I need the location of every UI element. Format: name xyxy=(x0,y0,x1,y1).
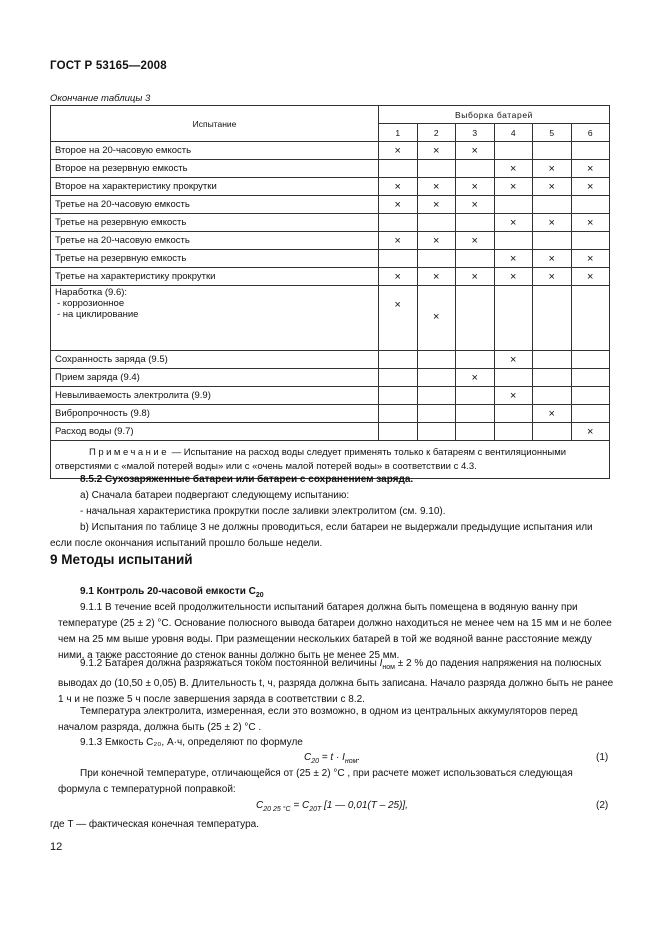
sample-number-4: 4 xyxy=(494,124,533,142)
sample-cell-1 xyxy=(379,214,418,232)
sample-cell-3: × xyxy=(456,268,495,286)
col-header-samples: Выборка батарей xyxy=(379,106,610,124)
sample-cell-2 xyxy=(417,423,456,441)
table-row xyxy=(51,405,610,423)
wear-sub-2: - на циклирование xyxy=(57,309,139,320)
item-b: b) Испытания по таблице 3 не должны проводиться, если батареи не выдержали предыдущие испытания или если после окончания испытаний прошло больше недели. xyxy=(50,522,593,549)
table-3 xyxy=(50,105,610,479)
sample-cell-1: × xyxy=(379,178,418,196)
sample-cell-4: × xyxy=(494,214,533,232)
sample-cell-3 xyxy=(456,214,495,232)
document-header: ГОСТ Р 53165—2008 xyxy=(50,60,167,72)
col-header-test: Испытание xyxy=(51,106,379,142)
sample-cell-3 xyxy=(456,286,495,351)
sample-cell-2: × xyxy=(417,196,456,214)
sample-cell-3 xyxy=(456,250,495,268)
table-row xyxy=(51,160,610,178)
sample-cell-1 xyxy=(379,369,418,387)
sample-cell-6 xyxy=(571,232,610,250)
sample-cell-6 xyxy=(571,142,610,160)
row-label: Невыливаемость электролита (9.9) xyxy=(51,387,379,405)
row-label: Третье на 20-часовую емкость xyxy=(51,196,379,214)
row-label: Третье на 20-часовую емкость xyxy=(51,232,379,250)
sample-cell-4: × xyxy=(494,387,533,405)
page-number: 12 xyxy=(50,841,63,853)
row-label: Второе на резервную емкость xyxy=(51,160,379,178)
sample-cell-6 xyxy=(571,351,610,369)
para-temperature: Температура электролита, измеренная, если это возможно, в одном из центральных аккумуляторов перед началом разряда, должна быть (25 ± 2) °С . xyxy=(58,706,578,733)
f2-lhs-sub: 20 25 °С xyxy=(263,806,291,813)
sample-cell-5: × xyxy=(533,214,572,232)
row-label: Вибропрочность (9.8) xyxy=(51,405,379,423)
formula-2 xyxy=(256,800,408,813)
sample-cell-1 xyxy=(379,405,418,423)
sample-cell-4: × xyxy=(494,178,533,196)
f1-end: . xyxy=(357,752,361,763)
table-caption: Окончание таблицы 3 xyxy=(50,93,151,104)
sample-number-1: 1 xyxy=(379,124,418,142)
sample-cell-2: × xyxy=(417,142,456,160)
table-row xyxy=(51,423,610,441)
current-sub: ном xyxy=(382,664,395,671)
wear-label: Наработка (9.6): xyxy=(55,287,128,298)
table-row xyxy=(51,232,610,250)
sample-cell-1 xyxy=(379,423,418,441)
table-row xyxy=(51,268,610,286)
para-9-1-2 xyxy=(58,656,614,708)
sample-cell-5: × xyxy=(533,405,572,423)
note-text: — Испытание на расход воды следует применять только к батареям с вентиляционными отверстиями с «малой потерей воды» или с «очень малой потерей воды» в соответствии с 4.3. xyxy=(55,447,567,472)
sample-cell-3 xyxy=(456,387,495,405)
f2-mid-sub: 20T xyxy=(309,806,322,813)
sample-number-6: 6 xyxy=(571,124,610,142)
sample-cell-2 xyxy=(417,160,456,178)
para-correction: При конечной температуре, отличающейся от (25 ± 2) °С , при расчете может использоваться следующая формула с температурной поправкой: xyxy=(58,768,573,795)
formula-2-number: (2) xyxy=(596,800,609,811)
sample-cell-5 xyxy=(533,351,572,369)
row-label: Третье на характеристику прокрутки xyxy=(51,268,379,286)
sample-cell-5: × xyxy=(533,178,572,196)
sample-cell-2: × xyxy=(417,286,456,351)
sample-cell-4 xyxy=(494,232,533,250)
row-label: Сохранность заряда (9.5) xyxy=(51,351,379,369)
sample-cell-6 xyxy=(571,369,610,387)
sample-cell-2 xyxy=(417,405,456,423)
sample-cell-1 xyxy=(379,250,418,268)
sample-cell-1 xyxy=(379,387,418,405)
section-9-title: 9 Методы испытаний xyxy=(50,552,193,567)
sample-cell-5 xyxy=(533,142,572,160)
table-row xyxy=(51,351,610,369)
sample-cell-6: × xyxy=(571,423,610,441)
sample-cell-2 xyxy=(417,250,456,268)
sample-cell-6: × xyxy=(571,268,610,286)
sample-cell-4 xyxy=(494,423,533,441)
sample-cell-3: × xyxy=(456,232,495,250)
sample-cell-4: × xyxy=(494,250,533,268)
row-label: Расход воды (9.7) xyxy=(51,423,379,441)
sample-cell-4 xyxy=(494,196,533,214)
sample-cell-2: × xyxy=(417,268,456,286)
sample-cell-6: × xyxy=(571,178,610,196)
sample-number-2: 2 xyxy=(417,124,456,142)
para-9-1-3: 9.1.3 Емкость C₂₀, А·ч, определяют по формуле xyxy=(80,737,303,748)
f2-rhs: [1 — 0,01(T – 25)], xyxy=(321,800,408,811)
sample-cell-1: × xyxy=(379,268,418,286)
row-label: Второе на характеристику прокрутки xyxy=(51,178,379,196)
table-row xyxy=(51,196,610,214)
sample-cell-3: × xyxy=(456,178,495,196)
sample-cell-2: × xyxy=(417,178,456,196)
sample-cell-6: × xyxy=(571,160,610,178)
section-8-5-2-title: 8.5.2 Сухозаряженные батареи или батареи с сохранением заряда. xyxy=(80,474,414,485)
sample-cell-1: × xyxy=(379,142,418,160)
table-row xyxy=(51,214,610,232)
sample-cell-3: × xyxy=(456,369,495,387)
sample-cell-5 xyxy=(533,196,572,214)
sample-cell-1: × xyxy=(379,286,418,351)
sample-cell-3 xyxy=(456,160,495,178)
current-symbol: I xyxy=(379,658,383,669)
sample-cell-5 xyxy=(533,387,572,405)
sample-cell-4 xyxy=(494,286,533,351)
sample-cell-3 xyxy=(456,423,495,441)
sample-cell-2 xyxy=(417,387,456,405)
sample-cell-4 xyxy=(494,405,533,423)
sample-cell-1 xyxy=(379,160,418,178)
sample-cell-4: × xyxy=(494,351,533,369)
sample-cell-1: × xyxy=(379,196,418,214)
f1-rhs-sub: ном xyxy=(344,758,358,765)
sample-cell-3: × xyxy=(456,196,495,214)
item-a1: - начальная характеристика прокрутки после заливки электролитом (см. 9.10). xyxy=(80,506,446,517)
sample-cell-2 xyxy=(417,351,456,369)
sample-cell-6 xyxy=(571,286,610,351)
sample-cell-4 xyxy=(494,142,533,160)
para-where: где T — фактическая конечная температура. xyxy=(50,819,259,830)
sample-cell-1: × xyxy=(379,232,418,250)
para-9-1-1: 9.1.1 В течение всей продолжительности испытаний батарея должна быть помещена в водяную ванну при температуре (25 ± 2) °С. Основание полюсного вывода батареи должно находиться не менее чем на 15 мм и не более чем на 25 мм выше уровня воды. При размещении нескольких батарей в той же водяной ванне расстояние между ними, а также расстояние до стенок ванны должно быть не менее 25 мм. xyxy=(58,602,612,661)
sample-cell-6 xyxy=(571,405,610,423)
sample-cell-2 xyxy=(417,214,456,232)
item-a: а) Сначала батареи подвергают следующему испытанию: xyxy=(80,490,350,501)
f2-lhs: C xyxy=(256,800,264,811)
sample-cell-5: × xyxy=(533,250,572,268)
table-row xyxy=(51,369,610,387)
sample-cell-6 xyxy=(571,387,610,405)
sample-cell-2 xyxy=(417,369,456,387)
row-label: Третье на резервную емкость xyxy=(51,214,379,232)
sample-cell-4: × xyxy=(494,160,533,178)
sample-cell-6: × xyxy=(571,214,610,232)
sample-cell-4 xyxy=(494,369,533,387)
sample-cell-5 xyxy=(533,423,572,441)
row-label xyxy=(51,286,379,351)
row-label: Третье на резервную емкость xyxy=(51,250,379,268)
section-9-1-title-text: 9.1 Контроль 20-часовой емкости C xyxy=(80,586,256,597)
f1-lhs-sub: 20 xyxy=(311,758,320,765)
sample-cell-5 xyxy=(533,286,572,351)
section-9-1-sub: 20 xyxy=(255,592,264,599)
formula-1-number: (1) xyxy=(596,752,609,763)
table-row xyxy=(51,142,610,160)
table-row xyxy=(51,387,610,405)
table-row-wear xyxy=(51,286,610,351)
row-label: Второе на 20-часовую емкость xyxy=(51,142,379,160)
sample-cell-5 xyxy=(533,232,572,250)
f2-mid: = C xyxy=(290,800,310,811)
sample-cell-5: × xyxy=(533,160,572,178)
sample-cell-3: × xyxy=(456,142,495,160)
sample-cell-3 xyxy=(456,405,495,423)
sample-cell-5: × xyxy=(533,268,572,286)
sample-cell-6: × xyxy=(571,250,610,268)
sample-cell-2: × xyxy=(417,232,456,250)
sample-number-5: 5 xyxy=(533,124,572,142)
para-9-1-2-a: 9.1.2 Батарея должна разряжаться током постоянной величины xyxy=(80,658,380,669)
f1-rhs: = t · I xyxy=(319,752,345,763)
sample-cell-6 xyxy=(571,196,610,214)
sample-cell-5 xyxy=(533,369,572,387)
table-row xyxy=(51,178,610,196)
row-label: Прием заряда (9.4) xyxy=(51,369,379,387)
wear-sub-1: - коррозионное xyxy=(57,298,125,309)
para-9-1-2-b: ± 2 % до падения напряжения на полюсных выводах до (10,50 ± 0,05) В. Длительность t, ч, разряда должна быть записана. Начало разряда должно быть не ранее 1 ч и не позже 5 ч после завершения заряда в соответствии с 8.2. xyxy=(58,658,614,705)
sample-cell-3 xyxy=(456,351,495,369)
sample-number-3: 3 xyxy=(456,124,495,142)
formula-1 xyxy=(304,752,360,765)
f1-lhs: C xyxy=(304,752,312,763)
sample-cell-4: × xyxy=(494,268,533,286)
note-label: Примечание xyxy=(89,447,169,458)
table-row xyxy=(51,250,610,268)
sample-cell-1 xyxy=(379,351,418,369)
